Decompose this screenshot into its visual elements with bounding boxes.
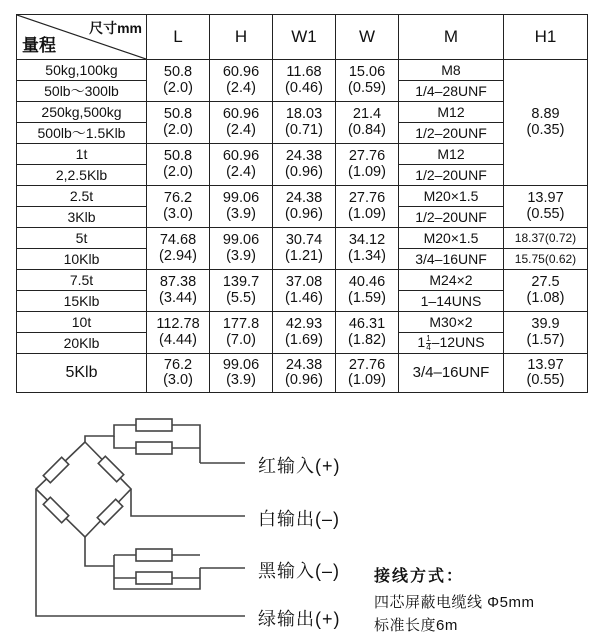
- l-cell: 74.68 (2.94): [147, 228, 210, 270]
- white-lead: [131, 489, 245, 516]
- m-cell: 1–14UNS: [399, 291, 504, 312]
- capacity-cell: 50kg,100kg: [17, 60, 147, 81]
- m-cell: M20×1.5: [399, 228, 504, 249]
- table-row: [17, 312, 588, 333]
- w-cell: 27.76 (1.09): [336, 354, 399, 393]
- l-cell: 50.8 (2.0): [147, 60, 210, 102]
- col-header-w: W: [336, 15, 399, 60]
- m-cell: M24×2: [399, 270, 504, 291]
- table-row: [17, 354, 588, 393]
- table-row: [17, 144, 588, 165]
- resistor-icon: [97, 499, 122, 524]
- w-cell: 46.31 (1.82): [336, 312, 399, 354]
- col-header-m: M: [399, 15, 504, 60]
- capacity-cell: 1t: [17, 144, 147, 165]
- h1-cell: 27.5 (1.08): [504, 270, 588, 312]
- capacity-cell: 250kg,500kg: [17, 102, 147, 123]
- w1-cell: 11.68 (0.46): [273, 60, 336, 102]
- table-row: [17, 228, 588, 249]
- table-row: [17, 102, 588, 123]
- spec-table: [16, 14, 588, 393]
- h-cell: 60.96 (2.4): [210, 144, 273, 186]
- capacity-cell: 20Klb: [17, 333, 147, 354]
- w1-cell: 42.93 (1.69): [273, 312, 336, 354]
- resistor-icon: [136, 572, 172, 584]
- h1-cell: 8.89 (0.35): [504, 60, 588, 186]
- resistor-icon: [43, 457, 68, 482]
- capacity-cell: 5t: [17, 228, 147, 249]
- capacity-cell: 50lb～300lb: [17, 81, 147, 102]
- bridge-diamond: [36, 442, 131, 537]
- m-cell: 1/2–20UNF: [399, 123, 504, 144]
- h-cell: 139.7 (5.5): [210, 270, 273, 312]
- m-cell: M30×2: [399, 312, 504, 333]
- green-output-label: 绿输出(+): [258, 609, 341, 629]
- col-header-l: L: [147, 15, 210, 60]
- h1-cell: 13.97 (0.55): [504, 186, 588, 228]
- col-header-h: H: [210, 15, 273, 60]
- resistor-icon: [136, 419, 172, 431]
- m-cell: M20×1.5: [399, 186, 504, 207]
- black-input-label: 黑输入(–): [258, 561, 340, 581]
- capacity-cell: 15Klb: [17, 291, 147, 312]
- w-cell: 21.4 (0.84): [336, 102, 399, 144]
- h-cell: 177.8 (7.0): [210, 312, 273, 354]
- h1-cell: 13.97 (0.55): [504, 354, 588, 393]
- h-cell: 99.06 (3.9): [210, 186, 273, 228]
- cable-spec: 四芯屏蔽电缆线 Φ5mm: [374, 594, 535, 611]
- capacity-cell: 10t: [17, 312, 147, 333]
- l-cell: 87.38 (3.44): [147, 270, 210, 312]
- table-row: [17, 270, 588, 291]
- h-cell: 60.96 (2.4): [210, 60, 273, 102]
- m-cell: 1/4–28UNF: [399, 81, 504, 102]
- w-cell: 27.76 (1.09): [336, 144, 399, 186]
- h1-cell: 39.9 (1.57): [504, 312, 588, 354]
- table-row: [17, 60, 588, 81]
- capacity-cell: 10Klb: [17, 249, 147, 270]
- header-row: [17, 15, 588, 60]
- w-cell: 34.12 (1.34): [336, 228, 399, 270]
- h-cell: 99.06 (3.9): [210, 354, 273, 393]
- h1-cell: 15.75(0.62): [504, 249, 588, 270]
- red-input-label: 红输入(+): [258, 456, 341, 476]
- m-cell: 1/2–20UNF: [399, 207, 504, 228]
- m-cell: 1/2–20UNF: [399, 165, 504, 186]
- m-cell: M12: [399, 102, 504, 123]
- capacity-cell: 2.5t: [17, 186, 147, 207]
- w1-cell: 30.74 (1.21): [273, 228, 336, 270]
- white-output-label: 白输出(–): [258, 509, 340, 529]
- resistor-icon: [136, 442, 172, 454]
- col-header-h1: H1: [504, 15, 588, 60]
- fraction: $\frac{1}{4}$: [426, 333, 431, 352]
- corner-header: [17, 15, 147, 60]
- w1-cell: 18.03 (0.71): [273, 102, 336, 144]
- corner-range-label: 量程: [22, 36, 56, 56]
- table-row: [17, 186, 588, 207]
- col-header-w1: W1: [273, 15, 336, 60]
- w-cell: 15.06 (0.59): [336, 60, 399, 102]
- resistor-icon: [98, 456, 123, 481]
- capacity-cell: 500lb～1.5Klb: [17, 123, 147, 144]
- m-cell: M12: [399, 144, 504, 165]
- capacity-cell: 5Klb: [17, 354, 147, 393]
- capacity-cell: 3Klb: [17, 207, 147, 228]
- h-cell: 99.06 (3.9): [210, 228, 273, 270]
- l-cell: 50.8 (2.0): [147, 102, 210, 144]
- l-cell: 50.8 (2.0): [147, 144, 210, 186]
- l-cell: 76.2 (3.0): [147, 354, 210, 393]
- capacity-cell: 2,2.5Klb: [17, 165, 147, 186]
- m-cell: 1 $\frac{1}{4}$ –12UNS: [399, 333, 504, 354]
- m-cell: M8: [399, 60, 504, 81]
- capacity-cell: 7.5t: [17, 270, 147, 291]
- h-cell: 60.96 (2.4): [210, 102, 273, 144]
- w1-cell: 24.38 (0.96): [273, 186, 336, 228]
- l-cell: 112.78 (4.44): [147, 312, 210, 354]
- resistor-icon: [43, 497, 68, 522]
- w-cell: 27.76 (1.09): [336, 186, 399, 228]
- m-cell: 3/4–16UNF: [399, 249, 504, 270]
- cable-length: 标准长度6m: [374, 617, 458, 634]
- h1-cell: 18.37(0.72): [504, 228, 588, 249]
- wiring-title: 接线方式：: [374, 568, 465, 585]
- corner-size-label: 尺寸mm: [89, 20, 142, 36]
- m-cell: 3/4–16UNF: [399, 354, 504, 393]
- l-cell: 76.2 (3.0): [147, 186, 210, 228]
- w1-cell: 24.38 (0.96): [273, 144, 336, 186]
- w1-cell: 24.38 (0.96): [273, 354, 336, 393]
- w1-cell: 37.08 (1.46): [273, 270, 336, 312]
- resistor-icon: [136, 549, 172, 561]
- w-cell: 40.46 (1.59): [336, 270, 399, 312]
